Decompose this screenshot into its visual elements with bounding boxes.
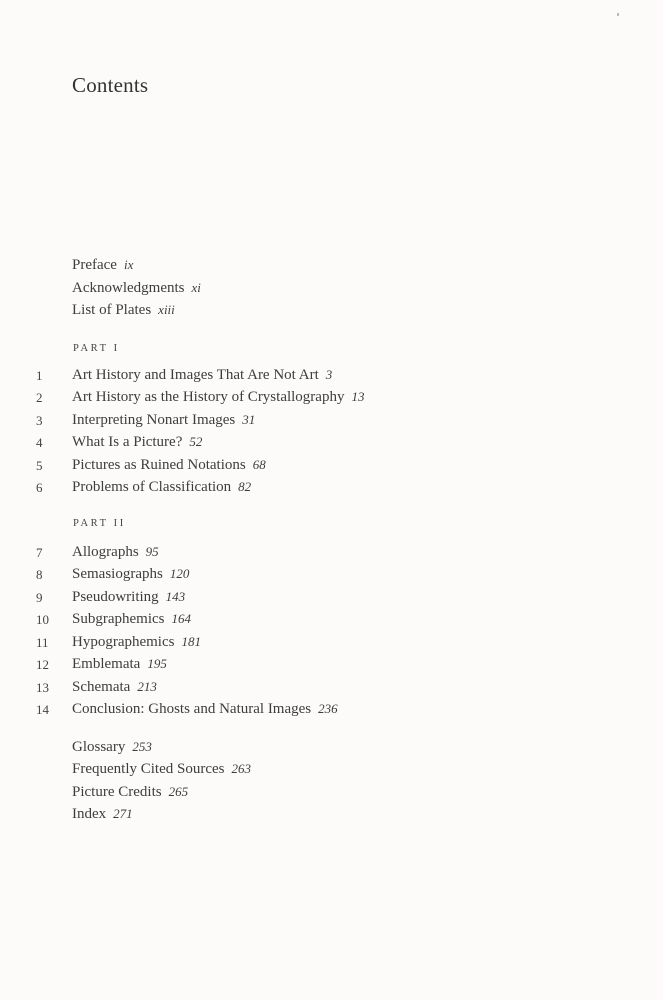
entry-label: What Is a Picture? [72,434,183,450]
entry-page: 52 [189,434,203,449]
toc-entry-index[interactable] [72,805,133,823]
chapter-number: 1 [36,368,43,383]
chapter-number: 7 [36,545,43,560]
entry-label: List of Plates [72,302,152,318]
toc-entry-chapter[interactable] [72,700,338,718]
entry-page: 164 [171,611,191,626]
chapter-number: 10 [36,612,49,627]
entry-label: Subgraphemics [72,611,165,627]
entry-page: 82 [238,479,252,494]
part-heading: PART I [73,343,120,354]
entry-page: 120 [169,566,190,581]
entry-label: Acknowledgments [72,280,185,296]
entry-label: Schemata [72,679,131,695]
entry-label: Interpreting Nonart Images [72,412,236,428]
entry-page: 265 [168,784,189,799]
toc-entry-chapter[interactable] [72,565,189,583]
entry-label: Conclusion: Ghosts and Natural Images [72,701,312,717]
chapter-number: 9 [36,590,43,605]
entry-label: Pictures as Ruined Notations [72,457,246,473]
entry-page: 236 [318,701,338,716]
chapter-number: 4 [36,435,43,450]
entry-page: 181 [181,634,201,649]
entry-label: Problems of Classification [72,479,232,495]
page-title: Contents [72,73,149,97]
entry-page: 213 [137,679,157,694]
toc-entry-list-of-plates[interactable] [72,301,175,319]
toc-entry-picture-credits[interactable] [72,783,188,801]
toc-entry-chapter[interactable] [72,456,266,474]
toc-entry-chapter[interactable] [72,678,157,696]
entry-page: 263 [231,761,251,776]
chapter-number: 5 [36,458,43,473]
chapter-number: 11 [36,635,49,650]
entry-label: Art History and Images That Are Not Art [72,367,319,383]
toc-entry-chapter[interactable] [72,610,191,628]
entry-page: xi [191,280,201,295]
part-heading: PART II [73,518,126,529]
toc-entry-chapter[interactable] [72,588,185,606]
toc-entry-frequently-cited-sources[interactable] [72,760,251,778]
entry-page: ix [123,257,134,272]
entry-page: 95 [145,544,159,559]
chapter-number: 12 [36,657,49,672]
entry-page: 271 [113,806,133,821]
toc-entry-chapter[interactable] [72,543,159,561]
entry-label: Emblemata [72,656,141,672]
entry-label: Allographs [72,544,139,560]
toc-entry-chapter[interactable] [72,366,332,384]
toc-entry-chapter[interactable] [72,633,201,651]
chapter-number: 2 [36,390,43,405]
toc-entry-glossary[interactable] [72,738,152,756]
entry-label: Preface [72,257,117,273]
chapter-number: 13 [36,680,49,695]
toc-entry-preface[interactable] [72,256,133,274]
entry-page: 31 [242,412,256,427]
entry-label: Hypographemics [72,634,175,650]
toc-entry-chapter[interactable] [72,478,251,496]
entry-page: 143 [165,589,186,604]
entry-label: Pseudowriting [72,589,159,605]
chapter-number: 14 [36,702,49,717]
toc-entry-chapter[interactable] [72,433,202,451]
chapter-number: 8 [36,567,43,582]
entry-label: Semasiographs [72,566,163,582]
toc-entry-acknowledgments[interactable] [72,279,201,297]
chapter-number: 3 [36,413,43,428]
entry-label: Picture Credits [72,784,162,800]
entry-page: 195 [147,656,167,671]
entry-label: Glossary [72,739,126,755]
entry-label: Art History as the History of Crystallography [72,389,345,405]
entry-page: 13 [351,389,365,404]
entry-label: Index [72,806,107,822]
toc-entry-chapter[interactable] [72,388,364,406]
entry-page: xiii [158,302,175,317]
chapter-number: 6 [36,480,43,495]
entry-label: Frequently Cited Sources [72,761,225,777]
entry-page: 253 [132,739,152,754]
toc-entry-chapter[interactable] [72,411,255,429]
toc-entry-chapter[interactable] [72,655,167,673]
entry-page: 68 [252,457,266,472]
scan-speck [617,13,619,16]
entry-page: 3 [325,367,333,382]
